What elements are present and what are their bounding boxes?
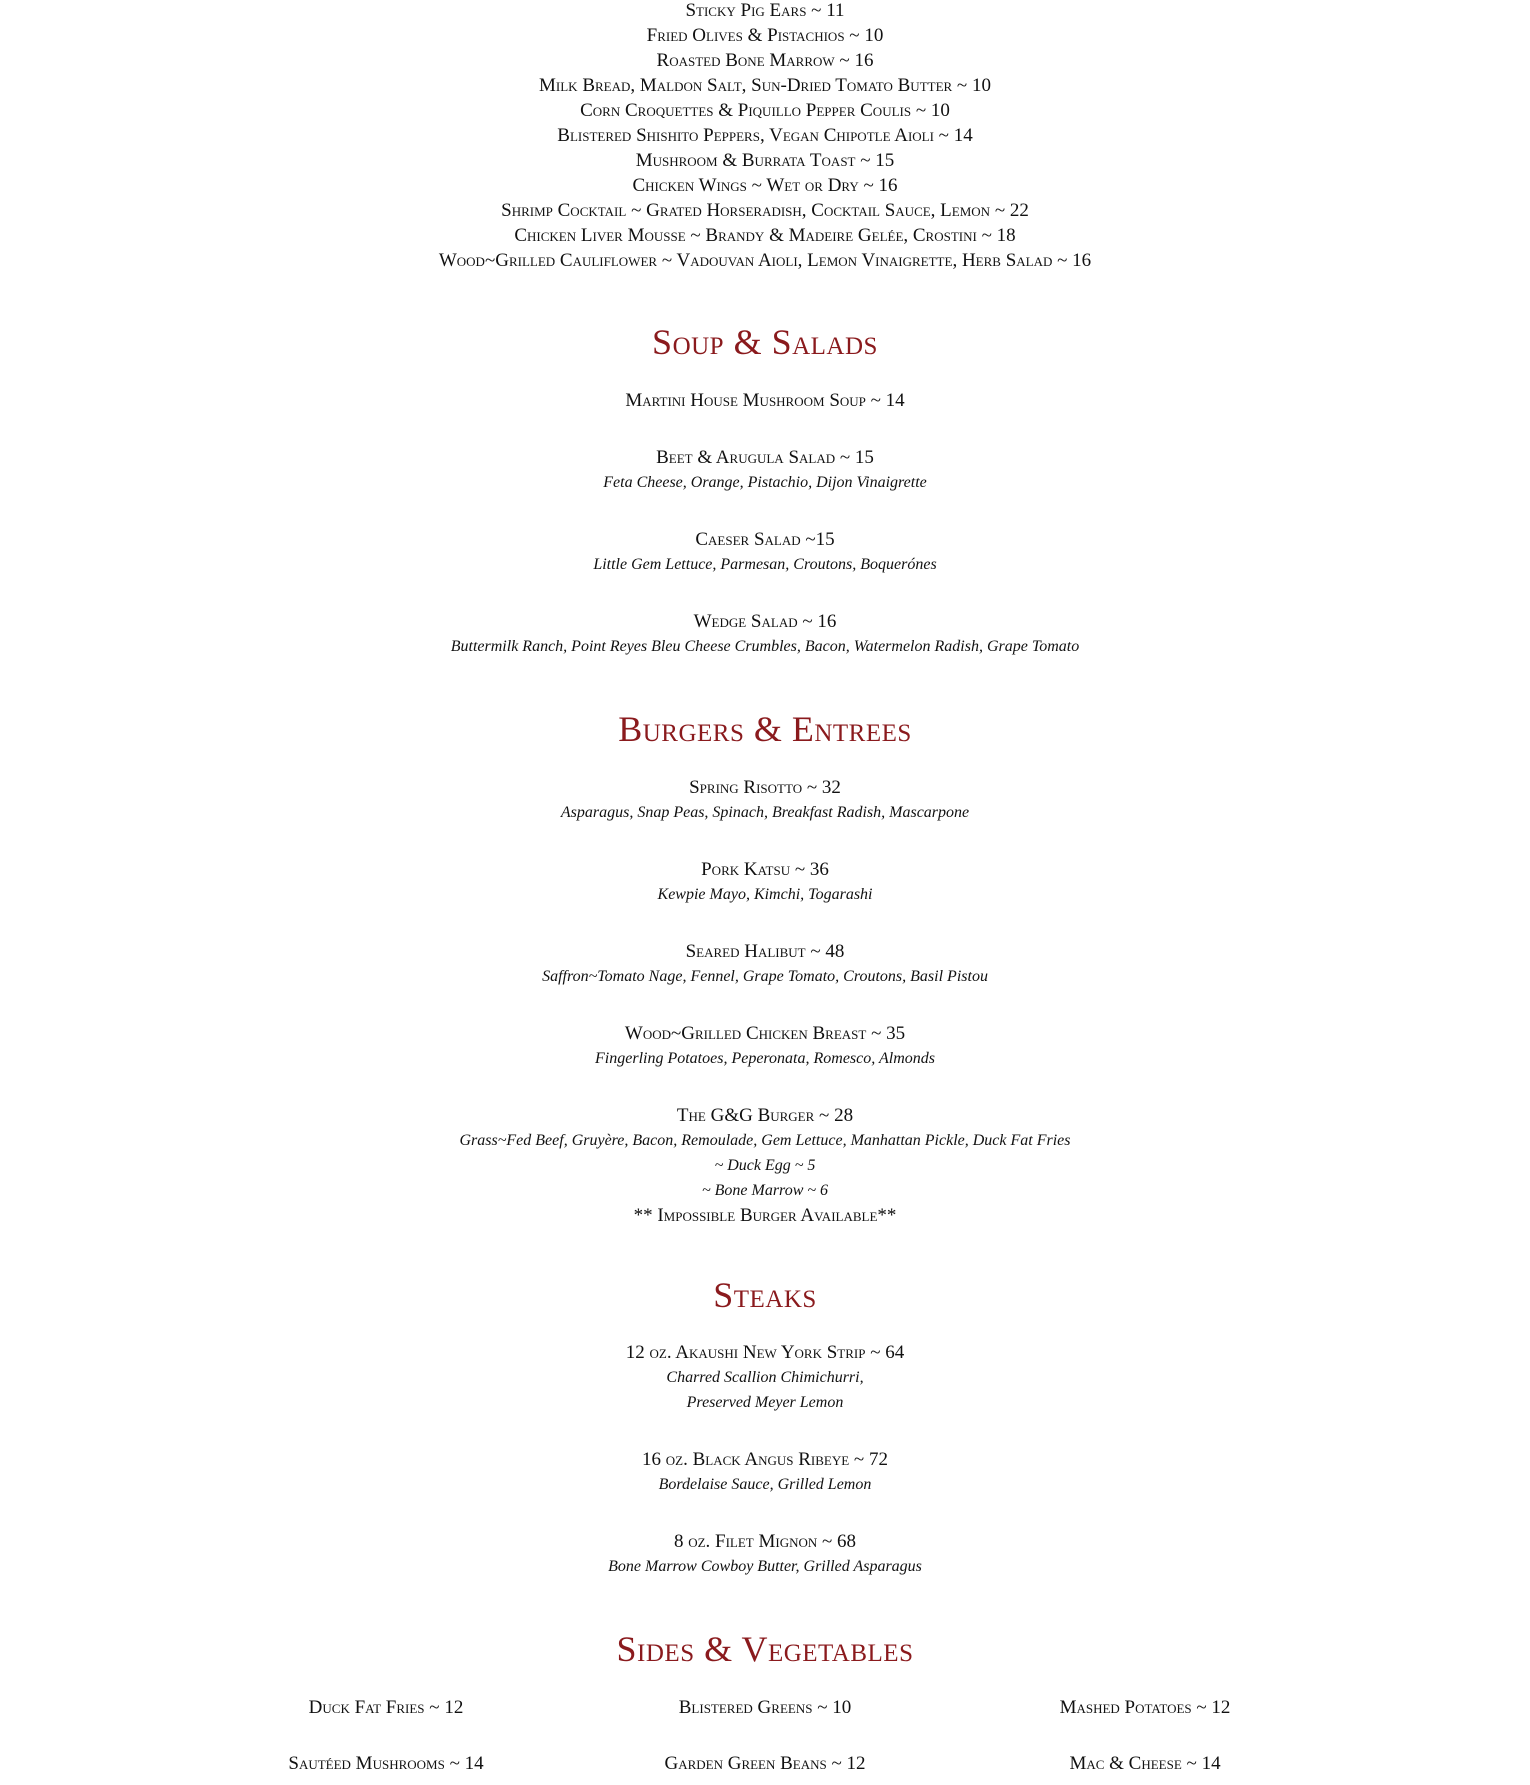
menu-item: Wood~Grilled Cauliflower ~ Vadouvan Aioli, Lemon Vinaigrette, Herb Salad ~ 16 [438, 250, 1092, 271]
menu-item-name: Beet & Arugula Salad ~ 15 [656, 447, 874, 468]
menu-item-description: Buttermilk Ranch, Point Reyes Bleu Cheese Crumbles, Bacon, Watermelon Radish, Grape Tomato [450, 638, 1080, 655]
menu-item-description: Charred Scallion Chimichurri, [666, 1369, 864, 1386]
menu-item: Sticky Pig Ears ~ 11 [685, 0, 845, 21]
burgers-entrees-list [0, 775, 1530, 1228]
menu-item: Shrimp Cocktail ~ Grated Horseradish, Cocktail Sauce, Lemon ~ 22 [501, 200, 1029, 221]
menu-item-addon: ~ Bone Marrow ~ 6 [701, 1182, 829, 1199]
menu-item-name: 12 oz. Akaushi New York Strip ~ 64 [625, 1342, 905, 1363]
sides-column [555, 1695, 975, 1776]
menu-item-name: Wedge Salad ~ 16 [693, 611, 837, 632]
menu-item: Chicken Wings ~ Wet or Dry ~ 16 [632, 175, 898, 196]
menu-item-name: Martini House Mushroom Soup ~ 14 [625, 390, 905, 411]
menu-item-name: 8 oz. Filet Mignon ~ 68 [673, 1531, 857, 1552]
menu-item-name: Duck Fat Fries ~ 12 [308, 1697, 464, 1718]
menu-item-description: Kewpie Mayo, Kimchi, Togarashi [657, 886, 873, 903]
menu-item: Chicken Liver Mousse ~ Brandy & Madeire Gelée, Crostini ~ 18 [514, 225, 1016, 246]
sides-column [935, 1695, 1355, 1776]
menu-item: Fried Olives & Pistachios ~ 10 [646, 25, 884, 46]
menu-item-addon: ~ Duck Egg ~ 5 [714, 1157, 816, 1174]
steaks-list [0, 1340, 1530, 1579]
menu-item-description: Feta Cheese, Orange, Pistachio, Dijon Vinaigrette [603, 474, 927, 491]
soup-salads-list [0, 388, 1530, 659]
menu-item-description: Fingerling Potatoes, Peperonata, Romesco, Almonds [595, 1050, 935, 1067]
menu-item: Mushroom & Burrata Toast ~ 15 [635, 150, 895, 171]
menu-item-name: Garden Green Beans ~ 12 [664, 1753, 866, 1774]
menu-item-description: Bordelaise Sauce, Grilled Lemon [658, 1476, 872, 1493]
menu-item-name: 16 oz. Black Angus Ribeye ~ 72 [642, 1449, 888, 1470]
menu-item-description: Bone Marrow Cowboy Butter, Grilled Asparagus [608, 1558, 922, 1575]
menu-item-name: Sautéed Mushrooms ~ 14 [288, 1753, 484, 1774]
menu-item-note: ** Impossible Burger Available** [633, 1205, 897, 1226]
menu-item-description: Saffron~Tomato Nage, Fennel, Grape Tomato, Croutons, Basil Pistou [542, 968, 988, 985]
menu-item-name: Spring Risotto ~ 32 [689, 777, 841, 798]
menu-item-name: Blistered Greens ~ 10 [678, 1697, 852, 1718]
menu-item-name: The G&G Burger ~ 28 [676, 1105, 854, 1126]
menu-item: Roasted Bone Marrow ~ 16 [656, 50, 874, 71]
section-heading-burgers-entrees: Burgers & Entrees [618, 709, 912, 749]
menu-item-name: Mac & Cheese ~ 14 [1069, 1753, 1221, 1774]
section-heading-steaks: Steaks [713, 1275, 817, 1315]
menu-item-name: Seared Halibut ~ 48 [685, 941, 845, 962]
menu-item-description: Grass~Fed Beef, Gruyère, Bacon, Remoulade, Gem Lettuce, Manhattan Pickle, Duck Fat Fries [459, 1132, 1071, 1149]
section-heading-sides-vegetables: Sides & Vegetables [616, 1629, 914, 1669]
menu-item-name: Wood~Grilled Chicken Breast ~ 35 [624, 1023, 906, 1044]
menu-item-description: Preserved Meyer Lemon [686, 1394, 844, 1411]
menu-item-name: Pork Katsu ~ 36 [701, 859, 829, 880]
sides-column [176, 1695, 596, 1776]
menu-item-name: Caeser Salad ~15 [695, 529, 835, 550]
menu-item: Corn Croquettes & Piquillo Pepper Coulis ~ 10 [580, 100, 950, 121]
section-heading-soup-salads: Soup & Salads [652, 322, 878, 362]
menu-item: Milk Bread, Maldon Salt, Sun-Dried Tomato Butter ~ 10 [539, 75, 991, 96]
menu-item-description: Asparagus, Snap Peas, Spinach, Breakfast Radish, Mascarpone [560, 804, 970, 821]
menu-item: Blistered Shishito Peppers, Vegan Chipotle Aioli ~ 14 [557, 125, 973, 146]
menu-item-name: Mashed Potatoes ~ 12 [1059, 1697, 1231, 1718]
menu-item-description: Little Gem Lettuce, Parmesan, Croutons, Boquerónes [593, 556, 937, 573]
appetizers-list [0, 0, 1530, 273]
